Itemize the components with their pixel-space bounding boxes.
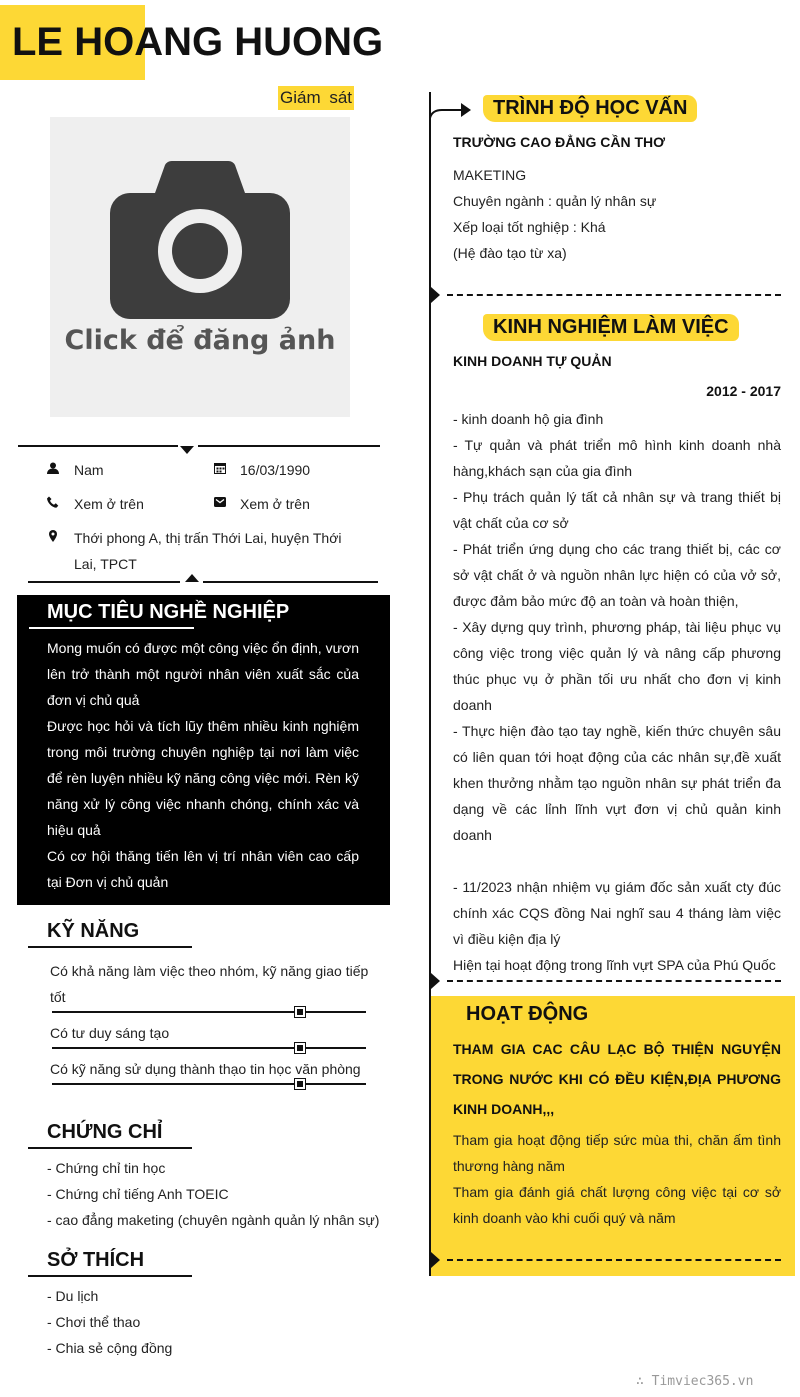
- divider-marker: [180, 446, 194, 454]
- phone-icon: [47, 496, 59, 508]
- address-line-1: Thới phong A, thị trấn Thới Lai, huyện Thới: [74, 530, 342, 546]
- experience-line: - Tự quản và phát triển mô hình kinh doanh nhà hàng,khách sạn của gia đình: [453, 437, 781, 479]
- education-title: TRÌNH ĐỘ HỌC VẤN: [483, 95, 697, 122]
- certificate-list: [47, 1155, 379, 1233]
- activity-line: Tham gia đánh giá chất lượng công việc tại cơ sở kinh doanh vào khi cuối quý và năm: [453, 1184, 781, 1226]
- career-goal-line: Mong muốn có được một công việc ổn định, vươn lên trở thành một người nhân viên xuất sắc của đơn vị chủ quả: [47, 640, 359, 708]
- email-value: Xem ở trên: [240, 496, 310, 512]
- experience-line: - Phụ trách quản lý tất cả nhân sự và trang thiết bị vật chất của cơ sở: [453, 489, 781, 531]
- user-icon: [47, 462, 59, 474]
- divider: [198, 445, 380, 447]
- list-item: - Chơi thể thao: [47, 1314, 141, 1330]
- skill-label: Có kỹ năng sử dụng thành thạo tin học văn phòng: [50, 1061, 361, 1077]
- gender-value: Nam: [74, 462, 104, 478]
- skill-bar: [52, 1011, 366, 1013]
- career-goal-line: Có cơ hội thăng tiến lên vị trí nhân viên cao cấp tại Đơn vị chủ quản: [47, 848, 359, 890]
- job-position: Giám sát: [278, 86, 354, 110]
- skill-bar: [52, 1047, 366, 1049]
- section-divider: [447, 980, 781, 982]
- education-line: (Hệ đào tạo từ xa): [453, 245, 567, 261]
- avatar-upload[interactable]: [50, 117, 350, 417]
- certificates-title: CHỨNG CHỈ: [47, 1121, 163, 1143]
- career-goal-section: [17, 595, 390, 905]
- education-details: [453, 162, 781, 266]
- hobbies-title: SỞ THÍCH: [47, 1249, 145, 1271]
- address-line-2: Lai, TPCT: [74, 556, 137, 572]
- experience-title: KINH NGHIỆM LÀM VIỆC: [483, 314, 739, 341]
- activity-line: Tham gia hoạt động tiếp sức mùa thi, chăn ấm tình thương hàng năm: [453, 1132, 781, 1174]
- experience-line: - kinh doanh hộ gia đình: [453, 411, 604, 427]
- education-line: Chuyên ngành : quản lý nhân sự: [453, 193, 657, 209]
- divider: [28, 581, 180, 583]
- candidate-name: LE HOANG HUONG: [12, 20, 384, 64]
- list-item: - cao đẳng maketing (chuyên ngành quản lý nhân sự): [47, 1212, 380, 1228]
- school-name: TRƯỜNG CAO ĐẲNG CẦN THƠ: [453, 134, 666, 150]
- map-marker-icon: [47, 530, 59, 542]
- work-period: 2012 - 2017: [706, 383, 781, 399]
- experience-line: - Xây dựng quy trình, phương pháp, tài liệu phục vụ công việc trong việc quản lý và nâng cấp phương thúc phục vụ ở phần tối ưu nhất cho đơn vị kinh doanh: [453, 619, 781, 713]
- activities-details: [453, 1127, 781, 1231]
- title-underline: [28, 1275, 192, 1277]
- experience-line: - Thực hiện đào tạo tay nghề, kiến thức chuyên sâu có liên quan tới hoạt động của các nhân sự,đề xuất khen thưởng nhằm tạo nguồn nhân sự phát triển đa dạng về các lỉnh lĩnh vựt đơn vị chủ quản kinh doanh: [453, 723, 781, 843]
- company-name: KINH DOANH TỰ QUẢN: [453, 353, 612, 369]
- divider: [203, 581, 378, 583]
- spacer: [453, 848, 781, 874]
- list-item: - Chia sẻ cộng đồng: [47, 1340, 173, 1356]
- camera-icon: [110, 161, 290, 321]
- career-goal-title: MỤC TIÊU NGHỀ NGHIỆP: [47, 601, 290, 623]
- title-underline: [28, 946, 192, 948]
- career-goal-line: Được học hỏi và tích lũy thêm nhiều kinh nghiệm trong môi trường chuyên nghiệp tại nơi làm việc để rèn luyện nhiều kỹ năng công việc mới. Rèn kỹ năng xử lý công việc nhanh chóng, chính xác và hiệu quả: [47, 718, 359, 838]
- skill-level-handle[interactable]: [294, 1042, 306, 1054]
- divider: [18, 445, 178, 447]
- divider-marker: [185, 574, 199, 582]
- timeline-marker: [431, 287, 440, 303]
- experience-line: - 11/2023 nhận nhiệm vụ giám đốc sản xuất cty đúc chính xác CQS đồng Nai nghĩ sau 4 tháng làm việc vì điều kiện địa lý: [453, 879, 781, 947]
- experience-line: Hiện tại hoạt động trong lĩnh vựt SPA của Phú Quốc: [453, 957, 776, 973]
- list-item: - Chứng chỉ tiếng Anh TOEIC: [47, 1186, 229, 1202]
- career-goal-text: [47, 635, 359, 895]
- skill-label: Có khả năng làm việc theo nhóm, kỹ năng giao tiếp tốt: [50, 963, 369, 1005]
- upload-photo-label[interactable]: Click để đăng ảnh: [64, 325, 336, 356]
- section-divider: [447, 294, 781, 296]
- watermark: ∴ Timviec365.vn: [636, 1374, 754, 1389]
- section-divider: [447, 1259, 781, 1261]
- timeline-marker: [431, 973, 440, 989]
- email-icon: [214, 496, 226, 508]
- experience-line: - Phát triển ứng dụng cho các trang thiết bị, các cơ sở vật chất ở và nguồn nhân lực hiện có của vở sở, được đảm bảo mức độ an toàn và hoàn thiện,: [453, 541, 781, 609]
- skill-level-handle[interactable]: [294, 1006, 306, 1018]
- experience-details: [453, 406, 781, 978]
- education-line: MAKETING: [453, 167, 527, 183]
- title-underline: [29, 627, 194, 629]
- arrow-right-icon: [429, 100, 473, 122]
- list-item: - Chứng chỉ tin học: [47, 1160, 166, 1176]
- skill-label: Có tư duy sáng tạo: [50, 1025, 170, 1041]
- activities-title: HOẠT ĐỘNG: [466, 1003, 589, 1025]
- activities-headline: THAM GIA CAC CÂU LẠC BỘ THIỆN NGUYỆN TRONG NƯỚC KHI CÓ ĐỀU KIỆN,ĐỊA PHƯƠNG KINH DOANH,,,: [453, 1041, 781, 1117]
- skill-bar: [52, 1083, 366, 1085]
- skills-title: KỸ NĂNG: [47, 920, 140, 942]
- list-item: - Du lịch: [47, 1288, 99, 1304]
- skill-level-handle[interactable]: [294, 1078, 306, 1090]
- education-line: Xếp loại tốt nghiệp : Khá: [453, 219, 606, 235]
- calendar-icon: [214, 462, 226, 474]
- phone-value: Xem ở trên: [74, 496, 144, 512]
- timeline-marker: [431, 1252, 440, 1268]
- title-underline: [28, 1147, 192, 1149]
- hobby-list: [47, 1283, 172, 1361]
- birthday-value: 16/03/1990: [240, 462, 311, 478]
